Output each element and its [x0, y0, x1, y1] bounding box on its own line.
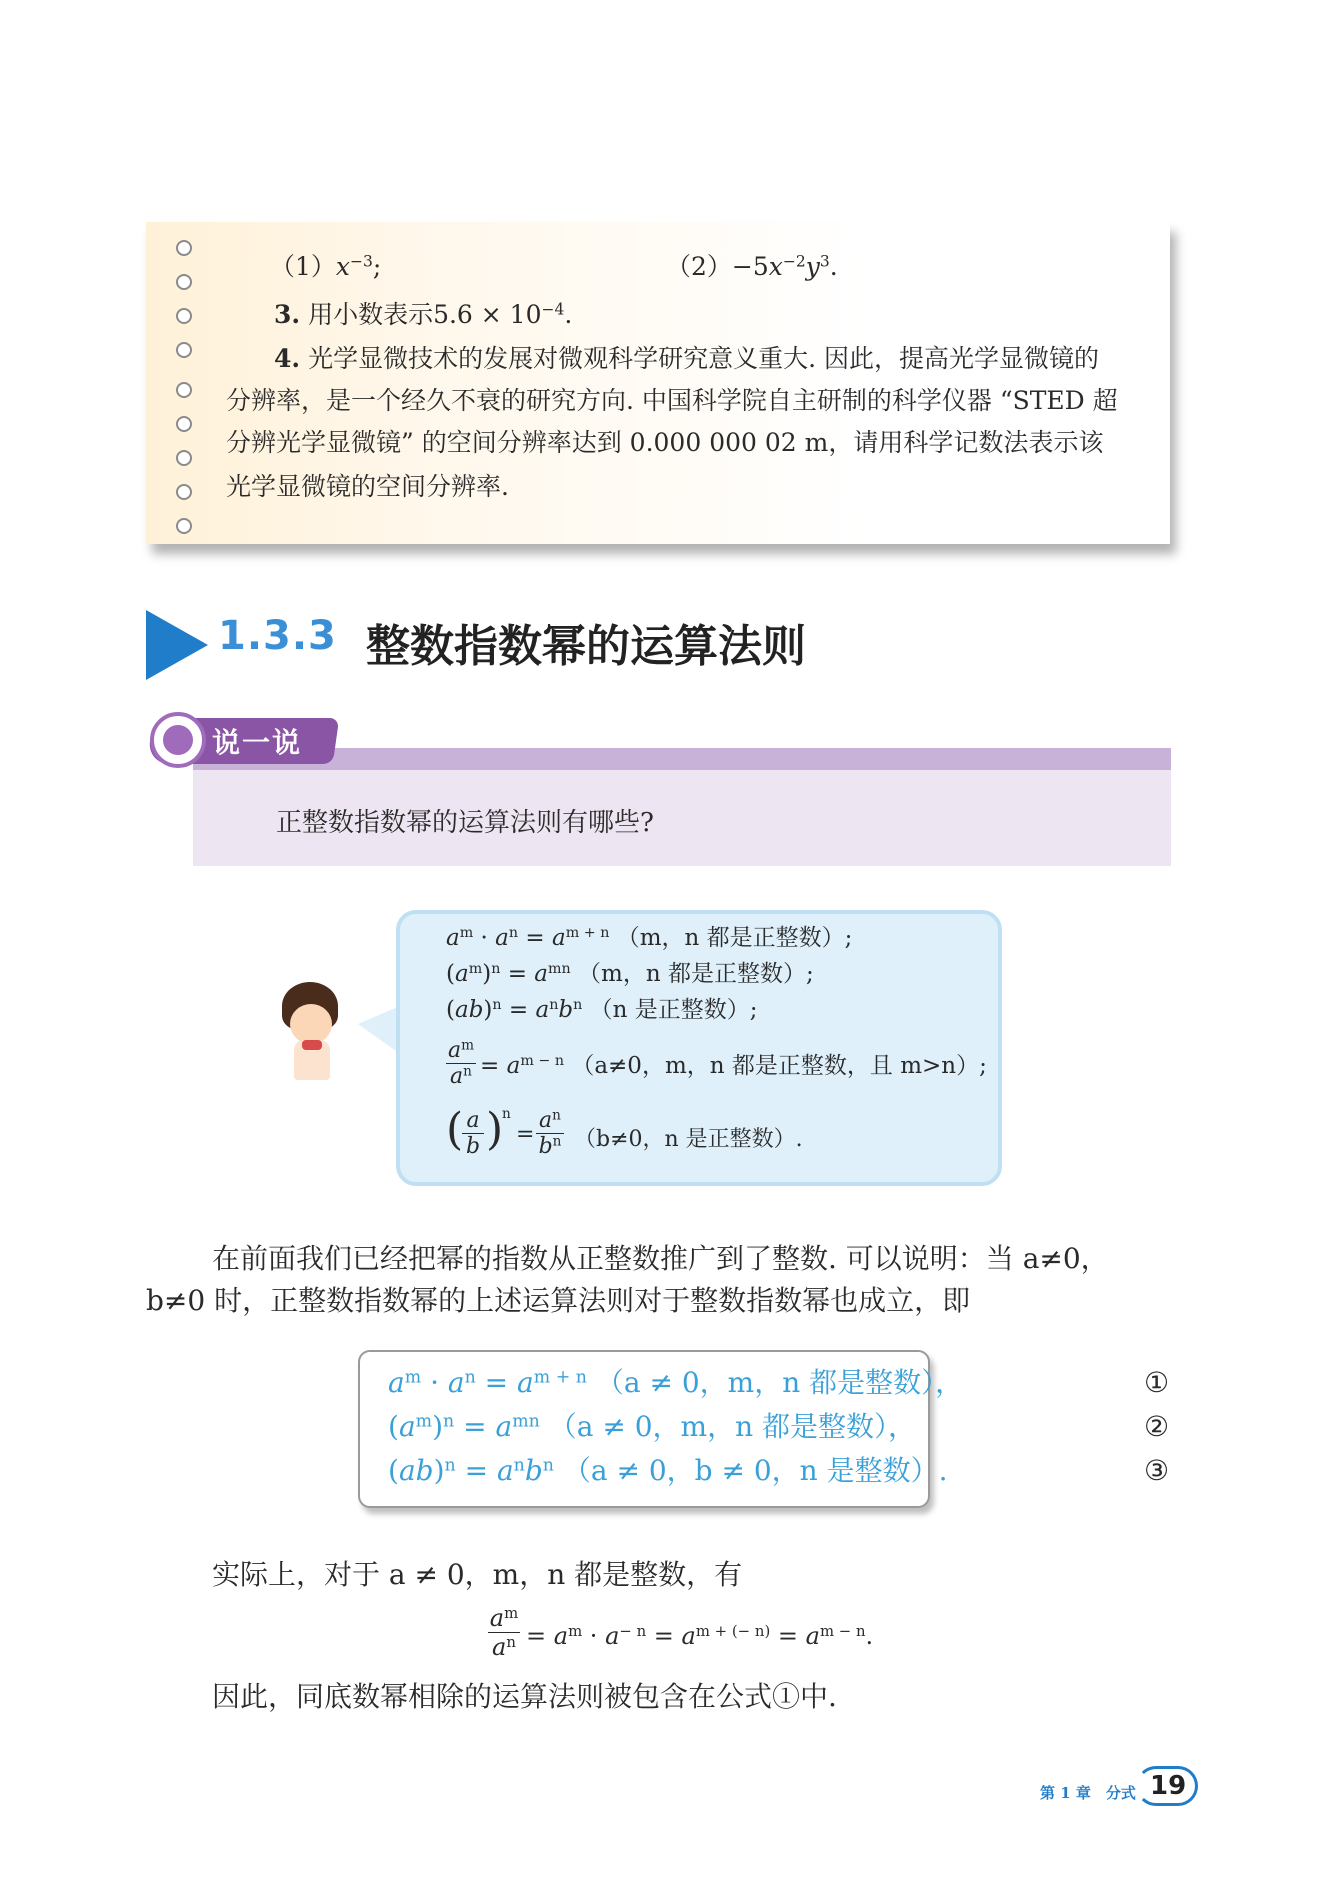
paragraph-1-line-1: 在前面我们已经把幂的指数从正整数推广到了整数. 可以说明：当 a≠0， [212, 1242, 1109, 1275]
formula-number-2: ② [1144, 1410, 1170, 1443]
rule-power-of-product: $(ab)^n = a^nb^n$ （n 是正整数）; [446, 997, 758, 1023]
exercise-item-1: $(1)x^{-3}$; [270, 252, 382, 281]
binder-ring [176, 484, 192, 500]
formula-3: $(ab)^n = a^nb^n$ （a ≠ 0，b ≠ 0，n 是整数）. [388, 1454, 948, 1487]
girl-illustration-bow [302, 1040, 322, 1050]
say-it-question: 正整数指数幂的运算法则有哪些? [276, 808, 654, 838]
exercise-q4-line1: 4. 光学显微技术的发展对微观科学研究意义重大. 因此，提高光学显微镜的 [274, 344, 1099, 373]
exercise-card [146, 222, 1170, 544]
rule-product: $a^m \cdot a^n = a^{m + n}$ （m，n 都是正整数）; [446, 925, 853, 951]
speech-bubble-tail [358, 1006, 400, 1054]
speech-person-icon-inner [163, 725, 193, 755]
binder-ring [176, 342, 192, 358]
section-number: 1.3.3 [218, 613, 337, 659]
binder-ring [176, 450, 192, 466]
binder-ring [176, 274, 192, 290]
exercise-item-2: $(2)-5x^{-2}y^3$. [666, 252, 838, 281]
paragraph-1-line-2: b≠0 时，正整数指数幂的上述运算法则对于整数指数幂也成立，即 [146, 1284, 971, 1317]
section-title: 整数指数幂的运算法则 [366, 621, 806, 672]
exercise-q4-line3: 分辨光学显微镜” 的空间分辨率达到 0.000 000 02 m，请用科学记数法表示该 [226, 428, 1104, 457]
binder-ring [176, 308, 192, 324]
exercise-q4-line4: 光学显微镜的空间分辨率. [226, 472, 509, 501]
formula-number-3: ③ [1144, 1454, 1170, 1487]
binder-ring [176, 240, 192, 256]
rule-power-of-power: $(a^m)^n = a^{mn}$ （m，n 都是正整数）; [446, 961, 814, 987]
paragraph-3: 因此，同底数幂相除的运算法则被包含在公式①中. [212, 1680, 837, 1713]
binder-ring [176, 416, 192, 432]
say-it-header-bar [193, 748, 1171, 770]
rule-quotient-fraction: $a^m$ $a^n$ [447, 1037, 475, 1089]
formula-number-1: ① [1144, 1366, 1170, 1399]
girl-illustration-face [290, 1004, 332, 1044]
binder-ring [176, 382, 192, 398]
footer-chapter: 第 1 章 分式 [1040, 1784, 1136, 1802]
binder-ring [176, 518, 192, 534]
formula-1: $a^m \cdot a^n = a^{m + n}$ （a ≠ 0，m，n 都是整数）， [388, 1366, 964, 1399]
rule-quotient: = $a^{m - n}$ （a≠0，m，n 都是正整数，且 m>n）; [480, 1053, 987, 1079]
section-arrow-icon [146, 610, 208, 680]
paragraph-2: 实际上，对于 a ≠ 0，m，n 都是整数，有 [212, 1558, 743, 1591]
derivation-fraction: $a^m$ $a^n$ [489, 1603, 519, 1661]
formula-2: $(a^m)^n = a^{mn}$ （a ≠ 0，m，n 都是整数）， [388, 1410, 917, 1443]
page-number: 19 [1150, 1771, 1187, 1801]
derivation-equation: = $a^m \cdot a^{- n} = a^{m + (- n)} = a^{m - n}$. [526, 1621, 874, 1650]
exercise-q3: 3. 用小数表示$5.6 \times 10^{-4}$. [274, 300, 573, 329]
exercise-q4-line2: 分辨率，是一个经久不衰的研究方向. 中国科学院自主研制的科学仪器 “STED 超 [226, 386, 1118, 415]
say-it-label: 说一说 [212, 726, 303, 759]
